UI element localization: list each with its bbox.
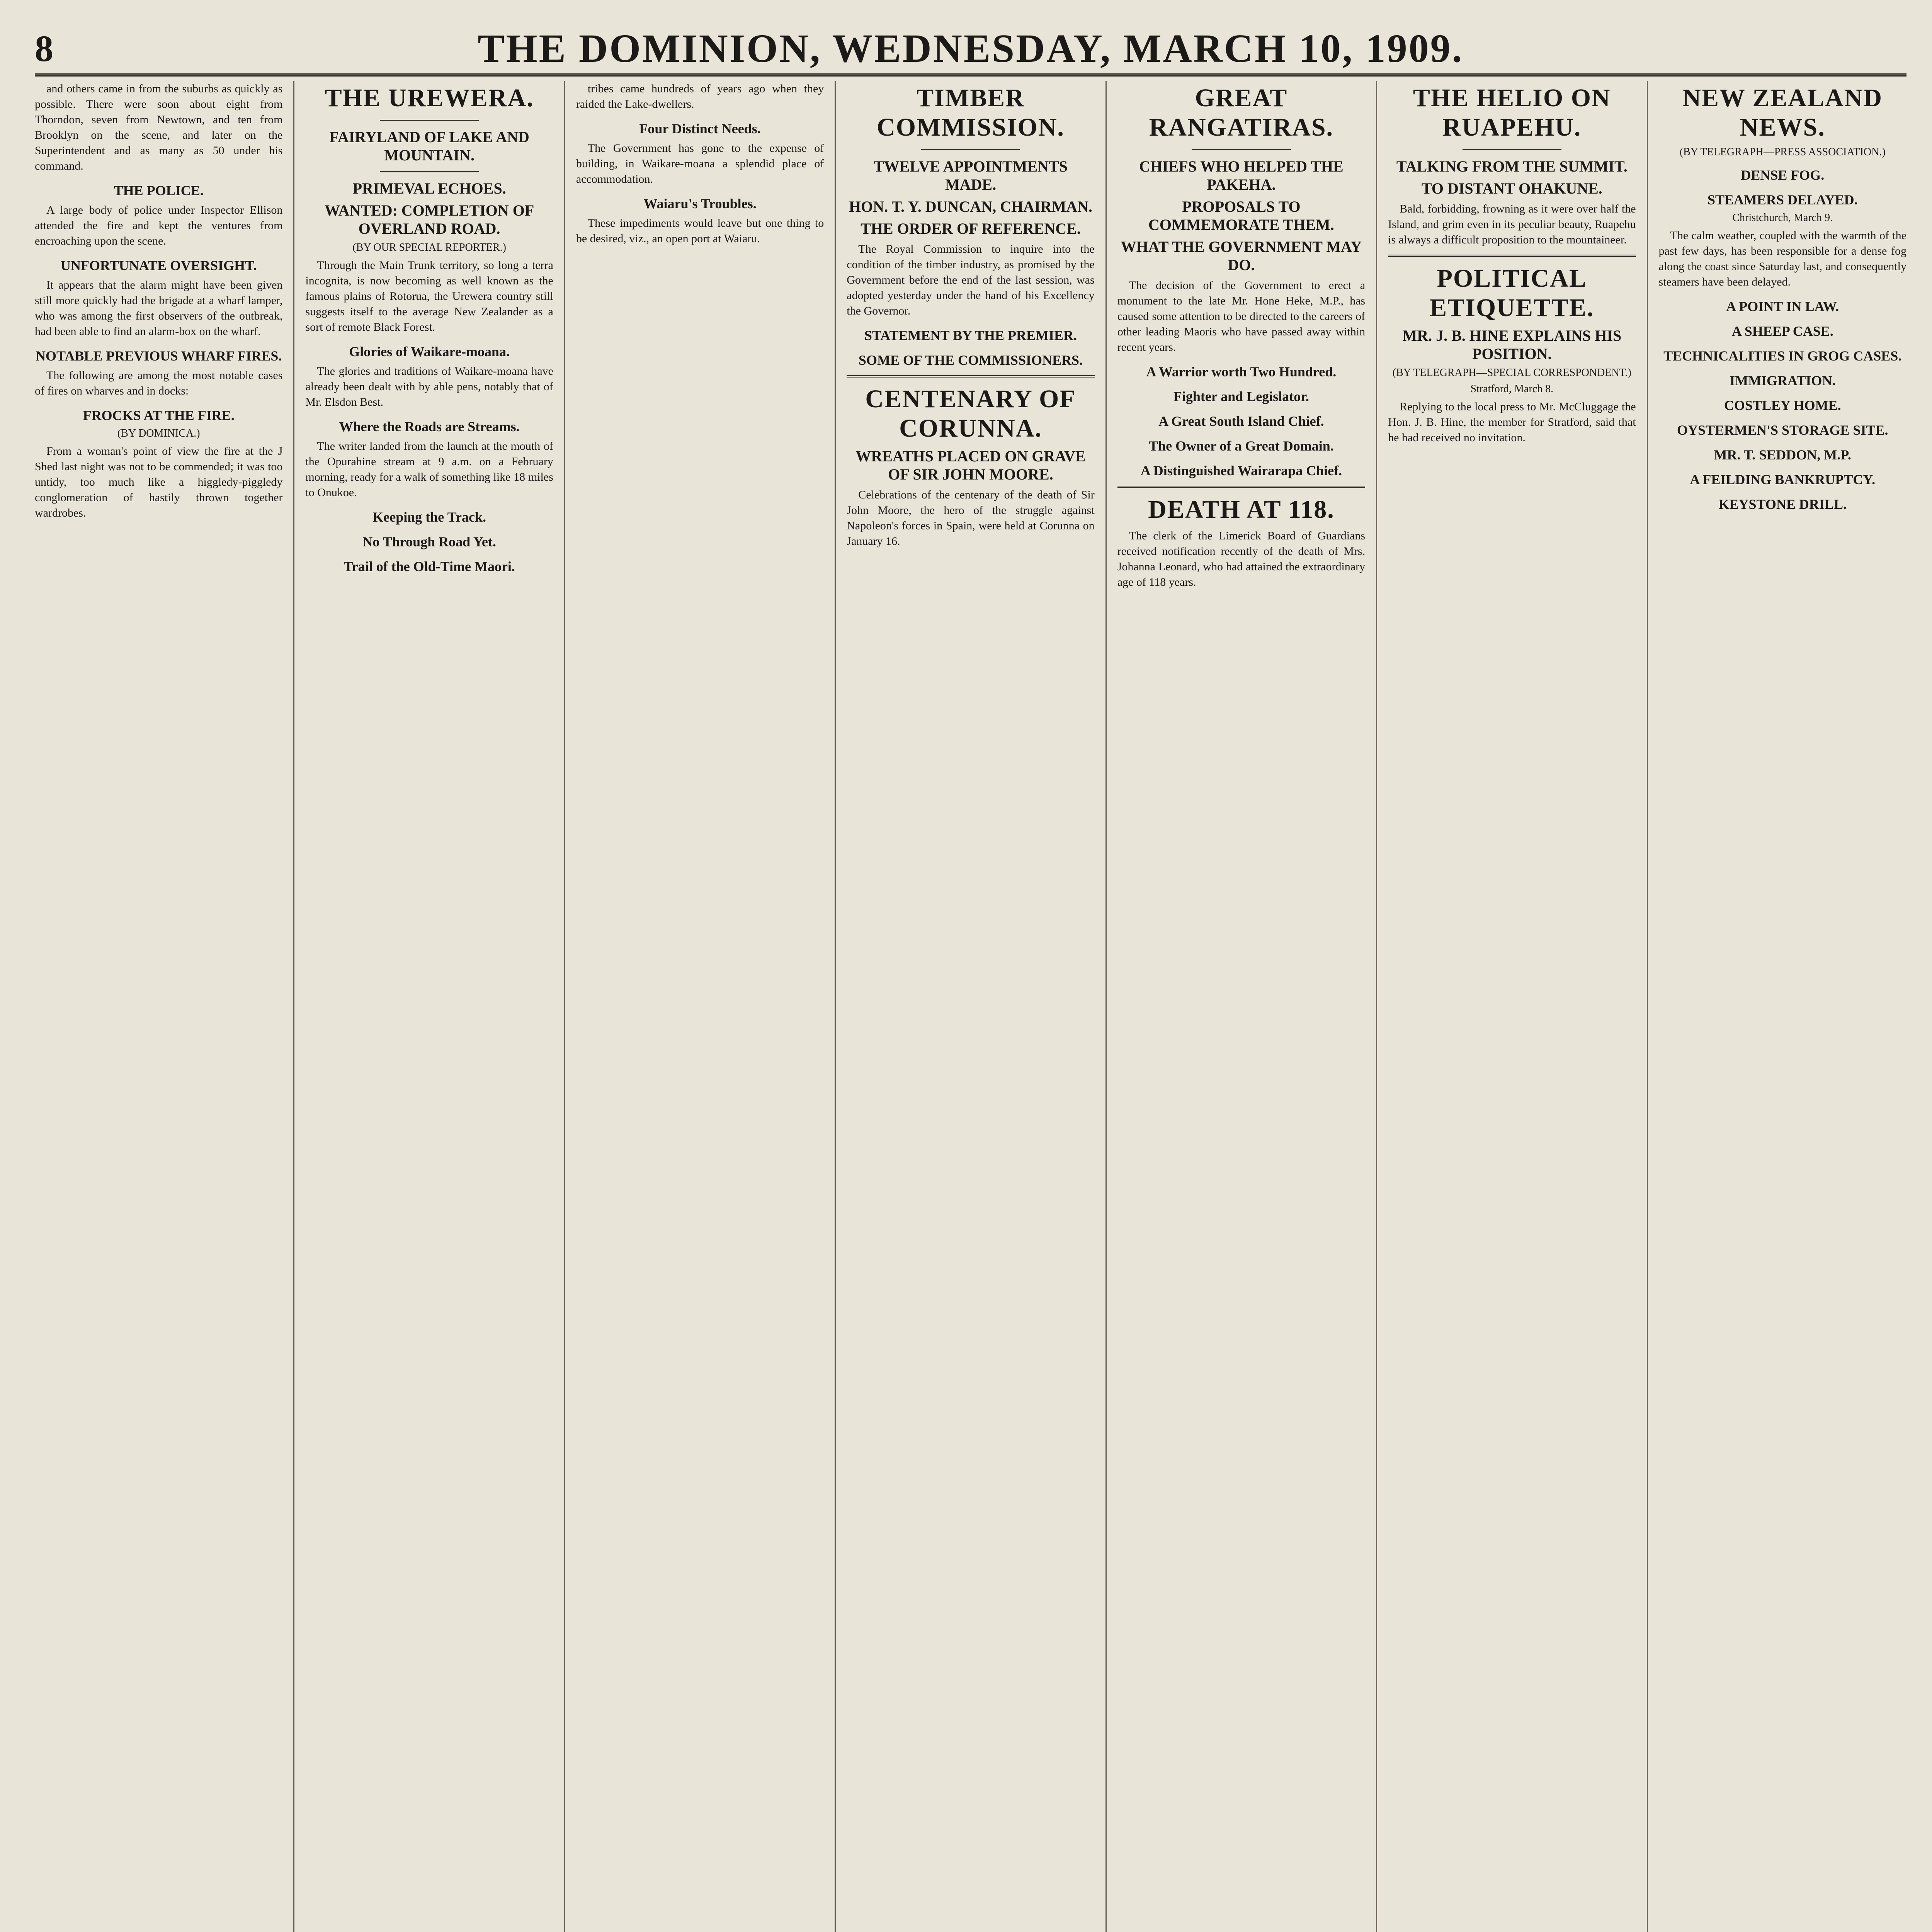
masthead [35,23,1906,77]
article-text: The glories and traditions of Waikare-moana have already been dealt with by able pens, notably that of Mr. Elsdon Best. [305,365,553,408]
article-text: The following are among the most notable cases of fires on wharves and in docks: [35,369,283,397]
dateline: Christchurch, March 9. [1732,212,1833,224]
column-4 [835,81,1105,1932]
subhead: Trail of the Old-Time Maori. [344,559,515,574]
page-number: 8 [35,27,53,69]
subhead: STEAMERS DELAYED. [1707,192,1858,207]
subhead: IMMIGRATION. [1730,373,1836,388]
column-1 [35,81,293,1932]
column-3 [564,81,835,1932]
article-text: tribes came hundreds of years ago when they raided the Lake-dwellers. [576,82,824,111]
paper-title: THE DOMINION, WEDNESDAY, MARCH 10, 1909. [478,26,1464,71]
subhead: FROCKS AT THE FIRE. [83,408,235,423]
subhead: TECHNICALITIES IN GROG CASES. [1663,348,1902,364]
subhead: Keeping the Track. [372,509,486,525]
subhead: THE POLICE. [114,183,204,198]
headline: THE UREWERA. [325,84,534,112]
divider [380,171,479,172]
divider [1117,486,1365,488]
deck: MR. J. B. HINE EXPLAINS HIS POSITION. [1402,327,1622,362]
subhead: STATEMENT BY THE PREMIER. [864,328,1077,343]
subhead: A Great South Island Chief. [1158,413,1324,429]
article-text: The calm weather, coupled with the warmth of the past few days, has been responsible for a dense fog along the coast since Saturday last, and consequently steamers have been delayed. [1658,229,1906,288]
article-text: The clerk of the Limerick Board of Guardians received notification recently of the death of Mrs. Johanna Leonard, who had attained the extraordinary age of 118 years. [1117,529,1366,588]
deck: PROPOSALS TO COMMEMORATE THEM. [1148,198,1334,233]
byline: (BY TELEGRAPH—SPECIAL CORRESPONDENT.) [1392,367,1631,379]
deck: TALKING FROM THE SUMMIT. [1396,158,1628,175]
byline: (BY DOMINICA.) [117,427,200,439]
article-text: Replying to the local press to Mr. McCluggage the Hon. J. B. Hine, the member for Stratford, said that he had received no invitation. [1388,400,1636,444]
divider [1388,255,1636,257]
deck: TO DISTANT OHAKUNE. [1421,180,1602,197]
deck: WHAT THE GOVERNMENT MAY DO. [1121,238,1362,274]
deck: CHIEFS WHO HELPED THE PAKEHA. [1139,158,1344,193]
divider [380,120,479,121]
deck: PRIMEVAL ECHOES. [352,180,506,197]
article-text: These impediments would leave but one thing to be desired, viz., an open port at Waiaru. [576,217,824,245]
column-7 [1647,81,1906,1932]
subhead: A Distinguished Wairarapa Chief. [1140,463,1342,478]
subhead: A SHEEP CASE. [1731,323,1833,339]
article-text: The Government has gone to the expense of building, in Waikare-moana a splendid place of accommodation. [576,142,824,185]
headline: CENTENARY OF CORUNNA. [865,385,1076,442]
article-text: The Royal Commission to inquire into the condition of the timber industry, as promised by the Government before the end of the last session, was adopted yesterday under the hand of his Excellency the Governor. [847,243,1095,317]
subhead: DENSE FOG. [1741,167,1825,183]
divider [847,375,1094,378]
deck: WANTED: COMPLETION OF OVERLAND ROAD. [325,202,534,237]
column-5 [1105,81,1376,1932]
columns [35,81,1906,1932]
dateline: Stratford, March 8. [1470,383,1554,395]
subhead: Four Distinct Needs. [639,121,761,136]
article-text: Through the Main Trunk territory, so long a terra incognita, is now becoming as well known as the famous plains of Rotorua, the Urewera country still suggests itself to the average New Zealander as a sort of remote Black Forest. [305,259,553,333]
deck: HON. T. Y. DUNCAN, CHAIRMAN. [849,198,1092,215]
subhead: COSTLEY HOME. [1724,398,1841,413]
subhead: UNFORTUNATE OVERSIGHT. [60,258,257,273]
subhead: Fighter and Legislator. [1173,389,1309,404]
article-text: A large body of police under Inspector Ellison attended the fire and kept the ventures from encroaching upon the scene. [35,204,283,247]
subhead: No Through Road Yet. [362,534,496,549]
subhead: Where the Roads are Streams. [339,419,520,434]
deck: TWELVE APPOINTMENTS MADE. [873,158,1068,193]
subhead: The Owner of a Great Domain. [1149,438,1334,454]
subhead: A Warrior worth Two Hundred. [1146,364,1337,379]
deck: FAIRYLAND OF LAKE AND MOUNTAIN. [329,128,529,164]
article-text: Celebrations of the centenary of the death of Sir John Moore, the hero of the struggle against Napoleon's forces in Spain, were held at Corunna on January 16. [847,488,1095,548]
subhead: Waiaru's Troubles. [643,196,757,211]
subhead: Glories of Waikare-moana. [349,344,510,359]
article-text: Bald, forbidding, frowning as it were over half the Island, and grim even in its peculiar beauty, Ruapehu is always a difficult proposition to the mountaineer. [1388,202,1636,246]
headline: NEW ZEALAND NEWS. [1682,84,1883,141]
article-text: and others came in from the suburbs as quickly as possible. There were soon about eight from Thorndon, seven from Newtown, and ten from Brooklyn on the scene, and later on the Superintendent and as many as 50 under his command. [35,82,283,172]
byline: (BY TELEGRAPH—PRESS ASSOCIATION.) [1679,146,1886,158]
headline: GREAT RANGATIRAS. [1149,84,1334,141]
column-6 [1376,81,1646,1932]
subhead: OYSTERMEN'S STORAGE SITE. [1677,422,1888,438]
column-2 [293,81,564,1932]
subhead: NOTABLE PREVIOUS WHARF FIRES. [35,348,282,364]
divider [921,149,1020,150]
subhead: KEYSTONE DRILL. [1718,497,1847,512]
headline: THE HELIO ON RUAPEHU. [1413,84,1611,141]
subhead: A POINT IN LAW. [1726,299,1839,314]
deck: WREATHS PLACED ON GRAVE OF SIR JOHN MOORE. [855,447,1086,483]
subhead: A FEILDING BANKRUPTCY. [1690,472,1876,487]
divider [1192,149,1291,150]
subhead: SOME OF THE COMMISSIONERS. [858,352,1083,368]
article-text: It appears that the alarm might have been given still more quickly had the brigade at a wharf lamper, who was among the first observers of the outbreak, had been able to find an alarm-box on the wharf. [35,279,283,338]
headline: DEATH AT 118. [1148,495,1335,524]
article-text: From a woman's point of view the fire at the J Shed last night was not to be commended; it was too untidy, too much like a higgledy-piggledy conglomeration of hastily thrown together wardrobes. [35,445,283,519]
byline: (BY OUR SPECIAL REPORTER.) [352,242,506,253]
article-text: The decision of the Government to erect a monument to the late Mr. Hone Heke, M.P., has caused some attention to be directed to the careers of other leading Maoris who have passed away within recent years. [1117,279,1366,354]
deck: THE ORDER OF REFERENCE. [861,220,1081,237]
headline: POLITICAL ETIQUETTE. [1430,264,1594,322]
headline: TIMBER COMMISSION. [877,84,1065,141]
article-text: The writer landed from the launch at the mouth of the Opurahine stream at 9 a.m. on a February morning, ready for a walk of something like 18 miles to Onukoe. [305,440,553,499]
subhead: MR. T. SEDDON, M.P. [1714,447,1851,463]
divider [1463,149,1562,150]
